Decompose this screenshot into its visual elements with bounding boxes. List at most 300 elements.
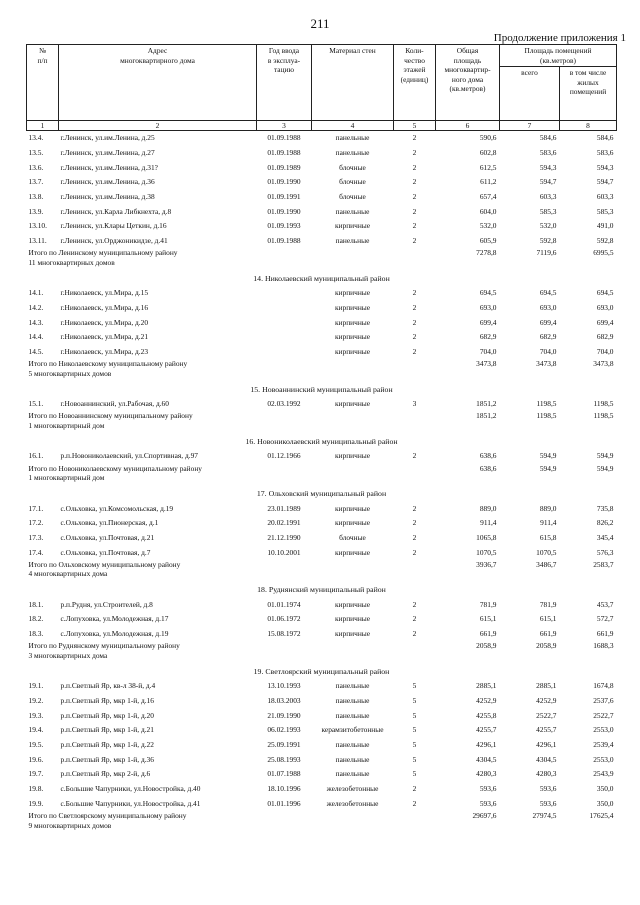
total-label: Итого по Ленинскому муниципальному району 11 многоквартирных домов (28, 248, 178, 267)
floors-cell: 2 (412, 162, 417, 172)
year-cell (257, 286, 312, 301)
address-cell: с.Ольховка, ул.Комсомольская, д.19 (60, 503, 174, 513)
address-cell: р.п.Светлый Яр, кв-л 38-й, д.4 (60, 681, 156, 691)
row-number: 14.5. (28, 346, 44, 356)
floors-cell: 2 (412, 317, 417, 327)
address-cell: г.Новоаннинский, ул.Рабочая, д.60 (60, 399, 169, 409)
total-area-cell: 612,5 (479, 162, 497, 172)
premises-all-cell: 585,3 (539, 206, 557, 216)
year-cell (257, 300, 312, 315)
total-area-cell: 661,9 (479, 629, 497, 639)
column-number: 3 (257, 121, 312, 131)
year-cell: 01.09.1988 (267, 147, 301, 157)
living-area-cell: 694,5 (596, 288, 614, 298)
floors-cell: 5 (412, 681, 417, 691)
table-row (27, 796, 617, 811)
living-area-cell: 2537,6 (593, 696, 614, 706)
premises-all-cell: 2885,1 (536, 681, 557, 691)
living-area-cell: 699,4 (596, 317, 614, 327)
total-area-cell: 532,0 (479, 221, 497, 231)
table-row (27, 234, 617, 249)
section-heading: 19. Светлоярский муниципальный район (253, 666, 390, 676)
total-area-cell: 4255,7 (476, 725, 497, 735)
row-number: 18.1. (28, 599, 44, 609)
address-cell: г.Ленинск, ул.им.Ленина, д.27 (60, 147, 155, 157)
table-body (27, 131, 617, 834)
year-cell (257, 344, 312, 359)
table-row (27, 286, 617, 301)
table-row (27, 189, 617, 204)
year-cell: 06.02.1993 (267, 725, 301, 735)
premises-all-cell: 583,6 (539, 147, 557, 157)
row-number: 19.8. (28, 784, 44, 794)
total-area-cell: 1851,2 (476, 411, 497, 421)
floors-cell: 5 (412, 710, 417, 720)
header-premises-all: всего (500, 67, 560, 121)
premises-all-cell: 593,6 (539, 798, 557, 808)
material-cell: панельные (335, 681, 370, 691)
row-number: 19.9. (28, 798, 44, 808)
year-cell: 01.09.1990 (267, 206, 301, 216)
total-area-cell: 911,4 (480, 518, 497, 528)
year-cell: 01.12.1966 (267, 451, 301, 461)
row-number: 17.1. (28, 503, 44, 513)
year-cell: 01.09.1990 (267, 177, 301, 187)
premises-all-cell: 781,9 (539, 599, 557, 609)
material-cell: панельные (335, 740, 370, 750)
row-number: 16.1. (28, 451, 44, 461)
material-cell: кирпичные (334, 503, 371, 513)
total-area-cell: 1065,8 (476, 532, 497, 542)
address-cell: с.Большие Чапурники, ул.Новостройка, д.41 (60, 798, 201, 808)
living-area-cell: 594,3 (596, 162, 614, 172)
row-number: 13.7. (28, 177, 44, 187)
total-area-cell: 4280,3 (476, 769, 497, 779)
living-area-cell: 592,8 (596, 236, 614, 246)
address-cell: г.Николаевск, ул.Мира, д.23 (60, 346, 149, 356)
premises-all-cell: 594,9 (539, 451, 557, 461)
living-area-cell: 693,0 (596, 302, 614, 312)
row-number: 19.4. (28, 725, 44, 735)
column-numbers-row (27, 121, 617, 131)
premises-all-cell: 661,9 (539, 629, 557, 639)
material-cell: керамзитобетонные (321, 725, 384, 735)
table-row (27, 694, 617, 709)
address-cell: г.Ленинск, ул.им.Ленина, д.31? (60, 162, 158, 172)
premises-all-cell: 699,4 (539, 317, 557, 327)
living-area-cell: 453,7 (596, 599, 614, 609)
address-cell: г.Николаевск, ул.Мира, д.16 (60, 302, 149, 312)
year-cell: 18.10.1996 (267, 784, 301, 794)
table-row (27, 145, 617, 160)
year-cell (257, 315, 312, 330)
table-row (27, 738, 617, 753)
row-number: 17.2. (28, 518, 44, 528)
floors-cell: 2 (412, 236, 417, 246)
column-number: 1 (27, 121, 59, 131)
row-number: 17.3. (28, 532, 44, 542)
living-area-cell: 350,0 (596, 784, 614, 794)
premises-all-cell: 4280,3 (536, 769, 557, 779)
year-cell: 01.09.1993 (267, 221, 301, 231)
living-area-cell: 603,3 (596, 191, 614, 201)
address-cell: р.п.Светлый Яр, мкр 1-й, д.16 (60, 696, 154, 706)
material-cell: панельные (335, 696, 370, 706)
table-row (27, 752, 617, 767)
living-area-cell: 1674,8 (593, 681, 614, 691)
floors-cell: 2 (412, 206, 417, 216)
total-row (27, 411, 617, 434)
total-area-cell: 2885,1 (476, 681, 497, 691)
material-cell: кирпичные (334, 614, 371, 624)
table-row (27, 545, 617, 560)
table-row (27, 708, 617, 723)
year-cell: 21.09.1990 (267, 710, 301, 720)
section-heading-row (27, 664, 617, 679)
row-number: 13.10. (28, 221, 47, 231)
total-area-cell: 29697,6 (472, 811, 497, 820)
total-area-cell: 4255,8 (476, 710, 497, 720)
row-number: 19.1. (28, 681, 44, 691)
living-area-cell: 2539,4 (593, 740, 614, 750)
year-cell: 01.06.1972 (267, 614, 301, 624)
material-cell: панельные (335, 769, 370, 779)
premises-all-cell: 682,9 (539, 332, 557, 342)
row-number: 13.6. (28, 162, 44, 172)
table-row (27, 315, 617, 330)
premises-all-cell: 27974,5 (532, 811, 557, 820)
address-cell: р.п.Светлый Яр, мкр 1-й, д.36 (60, 754, 154, 764)
living-area-cell: 350,0 (596, 798, 614, 808)
premises-all-cell: 4255,7 (536, 725, 557, 735)
material-cell: кирпичные (334, 599, 371, 609)
address-cell: с.Ольховка, ул.Почтовая, д.21 (60, 532, 155, 542)
column-number: 6 (436, 121, 500, 131)
table-row (27, 219, 617, 234)
floors-cell: 2 (412, 191, 417, 201)
living-area-cell: 682,9 (596, 332, 614, 342)
total-label: Итого по Николаевскому муниципальному району 5 многоквартирных домов (28, 359, 188, 378)
header-premises-living: в том числе жилых помещений (560, 67, 617, 121)
section-heading: 15. Новоаннинский муниципальный район (250, 384, 393, 394)
premises-all-cell: 2522,7 (536, 710, 557, 720)
living-area-cell: 594,9 (596, 463, 614, 473)
total-area-cell: 7278,8 (476, 248, 497, 258)
living-area-cell: 584,6 (596, 133, 614, 143)
row-number: 19.3. (28, 710, 44, 720)
section-heading: 14. Николаевский муниципальный район (253, 273, 390, 283)
row-number: 13.9. (28, 206, 44, 216)
year-cell: 10.10.2001 (267, 547, 301, 557)
row-number: 19.2. (28, 696, 44, 706)
material-cell: блочные (339, 162, 366, 172)
section-heading: 16. Новониколаевский муниципальный район (245, 436, 398, 446)
material-cell: панельные (335, 236, 370, 246)
total-area-cell: 781,9 (479, 599, 497, 609)
floors-cell: 2 (412, 503, 417, 513)
floors-cell: 2 (412, 133, 417, 143)
material-cell: блочные (339, 177, 366, 187)
floors-cell: 2 (412, 302, 417, 312)
living-area-cell: 1688,3 (593, 641, 614, 651)
living-area-cell: 2543,9 (593, 769, 614, 779)
address-cell: с.Лопуховка, ул.Молодежная, д.19 (60, 629, 169, 639)
header-total-area: Общая площадь многоквартир- ного дома (кв.метров) (436, 45, 500, 121)
year-cell: 01.09.1989 (267, 162, 301, 172)
floors-cell: 2 (412, 177, 417, 187)
year-cell: 13.10.1993 (267, 681, 301, 691)
material-cell: кирпичные (334, 346, 371, 356)
premises-all-cell: 694,5 (539, 288, 557, 298)
row-number: 18.2. (28, 614, 44, 624)
total-area-cell: 590,6 (479, 133, 497, 143)
living-area-cell: 576,3 (596, 547, 614, 557)
living-area-cell: 594,9 (596, 451, 614, 461)
premises-all-cell: 615,1 (539, 614, 557, 624)
header-num: № п/п (27, 45, 59, 121)
material-cell: кирпичные (334, 332, 371, 342)
total-label: Итого по Новоаннинскому муниципальному району 1 многоквартирный дом (28, 411, 193, 430)
table-row (27, 597, 617, 612)
material-cell: блочные (339, 191, 366, 201)
premises-all-cell: 911,4 (540, 518, 557, 528)
address-cell: р.п.Рудня, ул.Строителей, д.8 (60, 599, 153, 609)
year-cell: 02.03.1992 (267, 399, 301, 409)
table-row (27, 501, 617, 516)
table-row (27, 397, 617, 412)
header-address: Адрес многоквартирного дома (59, 45, 257, 121)
living-area-cell: 585,3 (596, 206, 614, 216)
address-cell: р.п.Светлый Яр, мкр 1-й, д.21 (60, 725, 154, 735)
floors-cell: 2 (412, 532, 417, 542)
floors-cell: 2 (412, 451, 417, 461)
premises-all-cell: 592,8 (539, 236, 557, 246)
floors-cell: 5 (412, 696, 417, 706)
row-number: 18.3. (28, 629, 44, 639)
column-number: 4 (312, 121, 394, 131)
total-area-cell: 682,9 (479, 332, 497, 342)
total-area-cell: 657,4 (479, 191, 497, 201)
premises-all-cell: 615,8 (539, 532, 557, 542)
total-area-cell: 638,6 (479, 463, 497, 473)
floors-cell: 2 (412, 288, 417, 298)
year-cell (257, 330, 312, 345)
living-area-cell: 345,4 (596, 532, 614, 542)
header-year: Год ввода в эксплуа- тацию (257, 45, 312, 121)
material-cell: кирпичные (334, 317, 371, 327)
premises-all-cell: 593,6 (539, 784, 557, 794)
total-area-cell: 604,0 (479, 206, 497, 216)
total-area-cell: 593,6 (479, 784, 497, 794)
address-cell: р.п.Светлый Яр, мкр 2-й, д.6 (60, 769, 151, 779)
year-cell: 01.09.1991 (267, 191, 301, 201)
floors-cell: 2 (412, 221, 417, 231)
premises-all-cell: 7119,6 (536, 248, 557, 258)
table-row (27, 516, 617, 531)
address-cell: р.п.Новониколаевский, ул.Спортивная, д.97 (60, 451, 198, 461)
premises-all-cell: 2058,9 (536, 641, 557, 651)
table-row (27, 612, 617, 627)
total-area-cell: 638,6 (479, 451, 497, 461)
material-cell: кирпичные (334, 302, 371, 312)
total-area-cell: 693,0 (479, 302, 497, 312)
floors-cell: 2 (412, 332, 417, 342)
living-area-cell: 2553,0 (593, 725, 614, 735)
row-number: 13.8. (28, 191, 44, 201)
table-header (27, 45, 617, 131)
row-number: 14.2. (28, 302, 44, 312)
year-cell: 23.01.1989 (267, 503, 301, 513)
premises-all-cell: 889,0 (539, 503, 557, 513)
total-area-cell: 699,4 (479, 317, 497, 327)
year-cell: 25.09.1991 (267, 740, 301, 750)
living-area-cell: 735,8 (596, 503, 614, 513)
floors-cell: 5 (412, 769, 417, 779)
total-label: Итого по Руднянскому муниципальному району 3 многоквартирных дома (28, 641, 180, 660)
material-cell: панельные (335, 754, 370, 764)
table-row (27, 204, 617, 219)
premises-all-cell: 594,9 (539, 463, 557, 473)
address-cell: г.Ленинск, ул.им.Ленина, д.36 (60, 177, 155, 187)
year-cell: 18.03.2003 (267, 696, 301, 706)
table-row (27, 723, 617, 738)
total-row (27, 359, 617, 382)
total-area-cell: 3473,8 (476, 359, 497, 369)
living-area-cell: 2553,0 (593, 754, 614, 764)
section-heading-row (27, 271, 617, 286)
premises-all-cell: 4296,1 (536, 740, 557, 750)
table-row (27, 627, 617, 642)
living-area-cell: 2583,7 (593, 559, 614, 569)
total-area-cell: 611,2 (480, 177, 497, 187)
address-cell: г.Николаевск, ул.Мира, д.20 (60, 317, 149, 327)
floors-cell: 2 (412, 614, 417, 624)
total-area-cell: 602,8 (479, 147, 497, 157)
year-cell: 01.09.1988 (267, 236, 301, 246)
address-cell: г.Николаевск, ул.Мира, д.15 (60, 288, 149, 298)
total-area-cell: 605,9 (479, 236, 497, 246)
floors-cell: 5 (412, 725, 417, 735)
row-number: 19.6. (28, 754, 44, 764)
material-cell: кирпичные (334, 288, 371, 298)
premises-all-cell: 693,0 (539, 302, 557, 312)
address-cell: г.Ленинск, ул.Карла Либкнехта, д.8 (60, 206, 172, 216)
material-cell: железобетонные (326, 784, 379, 794)
living-area-cell: 2522,7 (593, 710, 614, 720)
total-area-cell: 704,0 (479, 346, 497, 356)
table-row (27, 160, 617, 175)
total-row (27, 641, 617, 664)
column-number: 8 (560, 121, 617, 131)
living-area-cell: 594,7 (596, 177, 614, 187)
row-number: 14.4. (28, 332, 44, 342)
living-area-cell: 491,0 (596, 221, 614, 231)
living-area-cell: 17625,4 (589, 811, 614, 820)
floors-cell: 3 (412, 399, 417, 409)
total-area-cell: 4296,1 (476, 740, 497, 750)
material-cell: кирпичные (334, 629, 371, 639)
total-row (27, 248, 617, 271)
year-cell: 01.07.1988 (267, 769, 301, 779)
premises-all-cell: 3486,7 (536, 559, 557, 569)
housing-table (26, 44, 617, 834)
header-material: Материал стен (312, 45, 394, 121)
address-cell: г.Николаевск, ул.Мира, д.21 (60, 332, 149, 342)
material-cell: панельные (335, 206, 370, 216)
total-area-cell: 4252,9 (476, 696, 497, 706)
total-area-cell: 1070,5 (476, 547, 497, 557)
premises-all-cell: 1070,5 (536, 547, 557, 557)
section-heading-row (27, 434, 617, 449)
floors-cell: 2 (412, 346, 417, 356)
living-area-cell: 3473,8 (593, 359, 614, 369)
total-area-cell: 615,1 (479, 614, 497, 624)
living-area-cell: 1198,5 (593, 399, 614, 409)
material-cell: панельные (335, 710, 370, 720)
row-number: 14.3. (28, 317, 44, 327)
material-cell: кирпичные (334, 221, 371, 231)
floors-cell: 2 (412, 547, 417, 557)
year-cell: 21.12.1990 (267, 532, 301, 542)
premises-all-cell: 532,0 (539, 221, 557, 231)
premises-all-cell: 3473,8 (536, 359, 557, 369)
row-number: 13.5. (28, 147, 44, 157)
total-area-cell: 4304,5 (476, 754, 497, 764)
material-cell: панельные (335, 133, 370, 143)
table-row (27, 344, 617, 359)
premises-all-cell: 594,3 (539, 162, 557, 172)
material-cell: кирпичные (334, 451, 371, 461)
total-label: Итого по Светлоярскому муниципальному району 9 многоквартирных домов (28, 811, 187, 830)
material-cell: блочные (339, 532, 366, 542)
row-number: 19.7. (28, 769, 44, 779)
column-number: 5 (394, 121, 436, 131)
material-cell: панельные (335, 147, 370, 157)
living-area-cell: 1198,5 (593, 411, 614, 421)
header-premises: Площадь помещений (кв.метров) (500, 45, 617, 67)
table-row (27, 131, 617, 146)
table-row (27, 300, 617, 315)
address-cell: с.Ольховка, ул.Пионерская, д.1 (60, 518, 159, 528)
year-cell: 01.09.1988 (267, 133, 301, 143)
total-area-cell: 1851,2 (476, 399, 497, 409)
total-area-cell: 2058,9 (476, 641, 497, 651)
row-number: 13.4. (28, 133, 44, 143)
section-heading-row (27, 487, 617, 502)
living-area-cell: 583,6 (596, 147, 614, 157)
floors-cell: 2 (412, 147, 417, 157)
total-row (27, 811, 617, 834)
appendix-continuation: Продолжение приложения 1 (493, 32, 626, 44)
address-cell: г.Ленинск, ул.Орджоникидзе, д.41 (60, 236, 168, 246)
material-cell: кирпичные (334, 547, 371, 557)
section-heading-row (27, 382, 617, 397)
table-row (27, 449, 617, 464)
floors-cell: 2 (412, 629, 417, 639)
row-number: 15.1. (28, 399, 44, 409)
material-cell: железобетонные (326, 798, 379, 808)
material-cell: кирпичные (334, 518, 371, 528)
floors-cell: 5 (412, 754, 417, 764)
address-cell: г.Ленинск, ул.им.Ленина, д.38 (60, 191, 155, 201)
living-area-cell: 826,2 (596, 518, 614, 528)
floors-cell: 5 (412, 740, 417, 750)
header-floors: Коли- чество этажей (единиц) (394, 45, 436, 121)
year-cell: 01.01.1996 (267, 798, 301, 808)
living-area-cell: 6995,5 (593, 248, 614, 258)
table-row (27, 679, 617, 694)
address-cell: с.Лопуховка, ул.Молодежная, д.17 (60, 614, 169, 624)
